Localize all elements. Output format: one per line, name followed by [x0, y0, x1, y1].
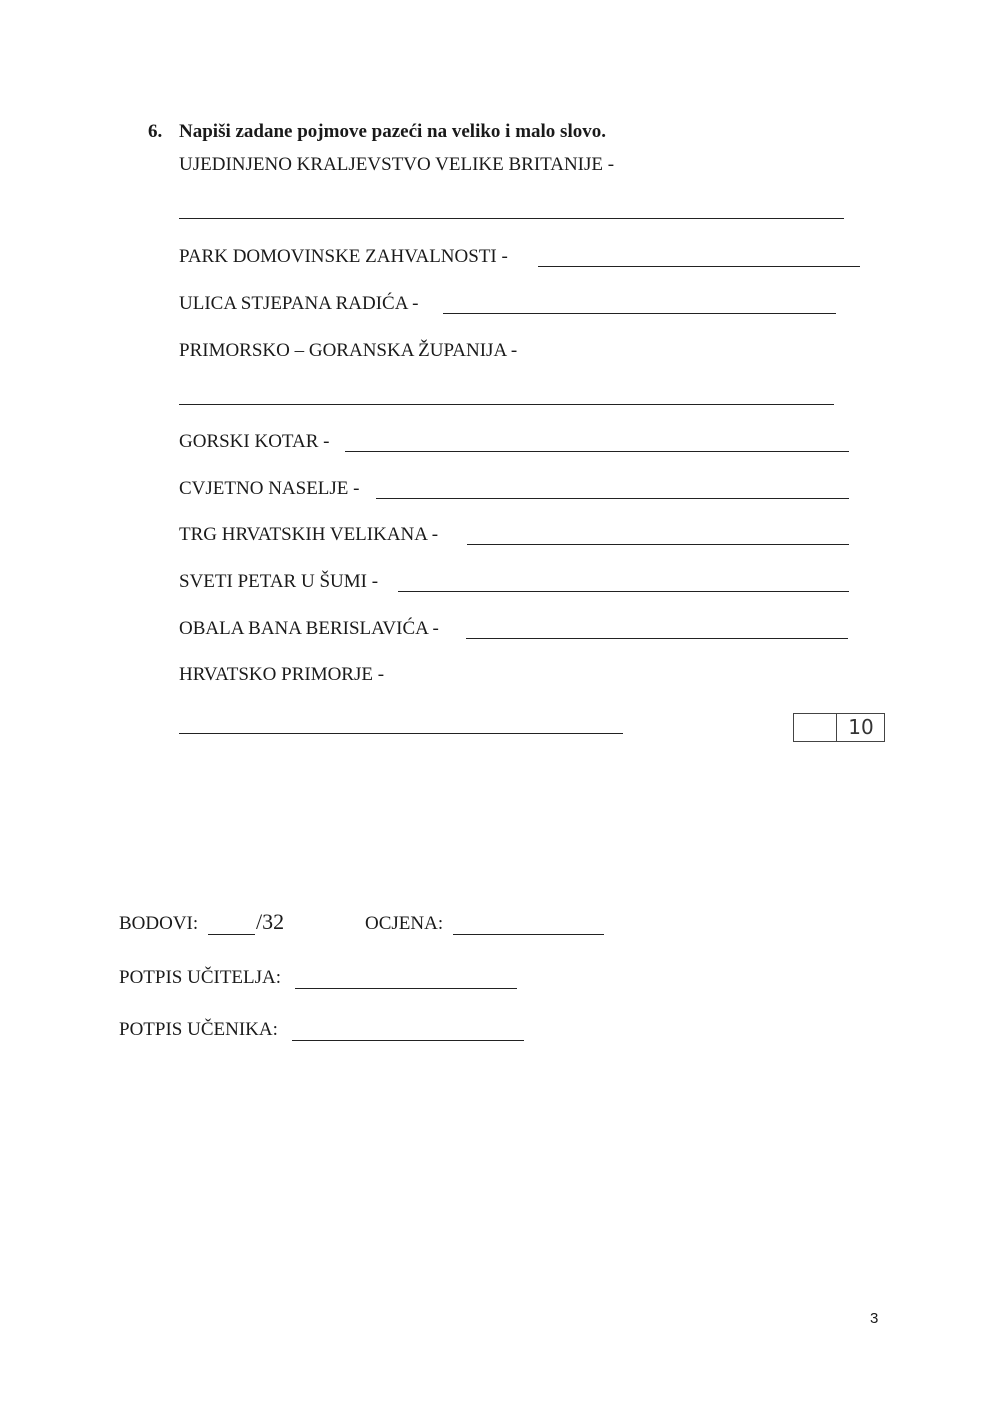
bodovi-answer-line[interactable]: [208, 934, 255, 935]
item-label-6: CVJETNO NASELJE -: [179, 478, 360, 499]
ocjena-label: OCJENA:: [365, 913, 444, 934]
item-label-10: HRVATSKO PRIMORJE -: [179, 664, 385, 685]
student-signature-label: POTPIS UČENIKA:: [119, 1019, 278, 1040]
answer-line-3[interactable]: [443, 313, 836, 314]
score-earned[interactable]: [794, 714, 836, 741]
score-box-divider: [836, 714, 837, 741]
answer-line-7[interactable]: [467, 544, 849, 545]
item-label-3: ULICA STJEPANA RADIĆA -: [179, 293, 419, 314]
teacher-signature-line[interactable]: [295, 988, 517, 989]
item-label-8: SVETI PETAR U ŠUMI -: [179, 571, 379, 592]
task-number: 6.: [148, 121, 163, 142]
task-instruction: Napiši zadane pojmove pazeći na veliko i malo slovo.: [179, 121, 606, 142]
score-box: [793, 713, 885, 742]
answer-line-8[interactable]: [398, 591, 849, 592]
answer-line-6[interactable]: [376, 498, 849, 499]
answer-line-9[interactable]: [466, 638, 848, 639]
answer-line-10[interactable]: [179, 733, 623, 734]
student-signature-line[interactable]: [292, 1040, 524, 1041]
ocjena-answer-line[interactable]: [453, 934, 604, 935]
answer-line-2[interactable]: [538, 266, 860, 267]
item-label-9: OBALA BANA BERISLAVIĆA -: [179, 618, 439, 639]
item-label-5: GORSKI KOTAR -: [179, 431, 330, 452]
bodovi-total: /32: [256, 909, 285, 934]
score-max: 10: [848, 715, 874, 739]
item-label-1: UJEDINJENO KRALJEVSTVO VELIKE BRITANIJE -: [179, 154, 615, 175]
teacher-signature-label: POTPIS UČITELJA:: [119, 967, 282, 988]
item-label-4: PRIMORSKO – GORANSKA ŽUPANIJA -: [179, 340, 518, 361]
answer-line-4[interactable]: [179, 404, 834, 405]
item-label-7: TRG HRVATSKIH VELIKANA -: [179, 524, 439, 545]
bodovi-label: BODOVI:: [119, 913, 199, 934]
item-label-2: PARK DOMOVINSKE ZAHVALNOSTI -: [179, 246, 508, 267]
answer-line-5[interactable]: [345, 451, 849, 452]
answer-line-1[interactable]: [179, 218, 844, 219]
page-number: 3: [870, 1310, 879, 1327]
